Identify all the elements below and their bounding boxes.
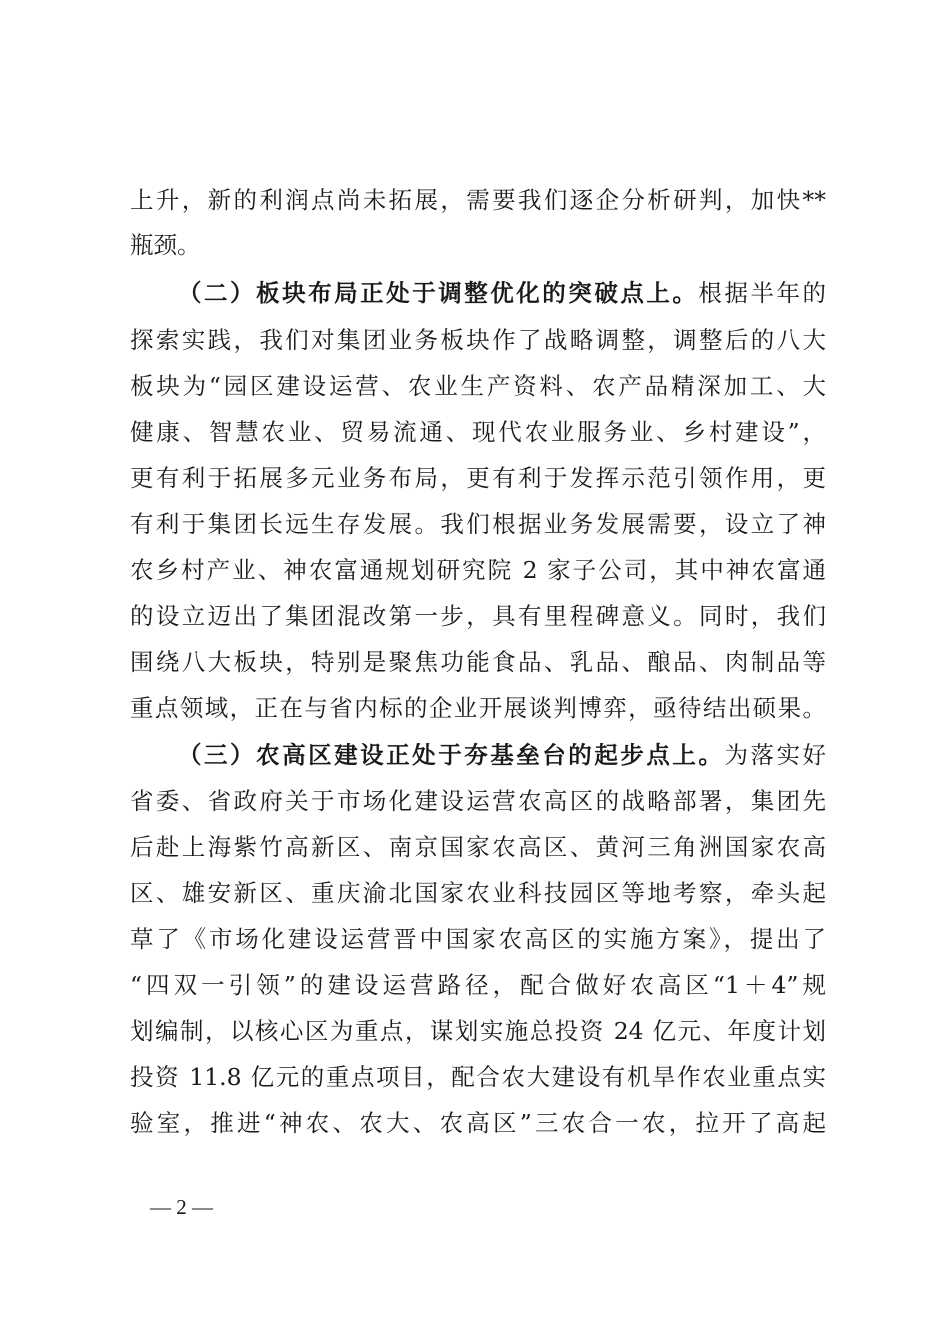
text-line: 围绕八大板块，特别是聚焦功能食品、乳品、酿品、肉制品等 xyxy=(130,648,826,676)
text-line: 重点领域，正在与省内标的企业开展谈判博弈，亟待结出硕果。 xyxy=(130,694,826,722)
paragraph-first-line xyxy=(178,733,826,777)
text-line: 有利于集团长远生存发展。我们根据业务发展需要，设立了神 xyxy=(130,510,826,538)
page-number: — 2 — xyxy=(150,1195,213,1219)
text-line: 后赴上海紫竹高新区、南京国家农高区、黄河三角洲国家农高 xyxy=(130,833,826,861)
text-line: 农乡村产业、神农富通规划研究院 2 家子公司，其中神农富通 xyxy=(130,556,826,584)
text-line: 的设立迈出了集团混改第一步，具有里程碑意义。同时，我们 xyxy=(130,602,826,630)
text-line: “四双一引领”的建设运营路径，配合做好农高区“1＋4”规 xyxy=(130,971,826,999)
text-line: 草了《市场化建设运营晋中国家农高区的实施方案》，提出了 xyxy=(130,925,826,953)
text-span: 根据半年的 xyxy=(698,279,827,307)
text-line: 瓶颈。 xyxy=(130,231,201,259)
text-line: 更有利于拓展多元业务布局，更有利于发挥示范引领作用，更 xyxy=(130,464,826,492)
text-line: 上升，新的利润点尚未拓展，需要我们逐企分析研判，加快** xyxy=(130,186,826,214)
text-line: 健康、智慧农业、贸易流通、现代农业服务业、乡村建设”， xyxy=(130,418,826,446)
text-line: 划编制，以核心区为重点，谋划实施总投资 24 亿元、年度计划 xyxy=(130,1017,826,1045)
text-line: 探索实践，我们对集团业务板块作了战略调整，调整后的八大 xyxy=(130,326,826,354)
section-heading: （二）板块布局正处于调整优化的突破点上。 xyxy=(178,279,699,307)
section-heading: （三）农高区建设正处于夯基垒台的起步点上。 xyxy=(178,741,725,769)
text-span: 为落实好 xyxy=(724,741,826,769)
text-line: 省委、省政府关于市场化建设运营农高区的战略部署，集团先 xyxy=(130,787,826,815)
text-line: 板块为“园区建设运营、农业生产资料、农产品精深加工、大 xyxy=(130,372,826,400)
text-line: 验室，推进“神农、农大、农高区”三农合一农，拉开了高起 xyxy=(130,1109,826,1137)
text-line: 投资 11.8 亿元的重点项目，配合农大建设有机旱作农业重点实 xyxy=(130,1063,826,1091)
paragraph-first-line xyxy=(178,271,826,315)
text-line: 区、雄安新区、重庆渝北国家农业科技园区等地考察，牵头起 xyxy=(130,879,826,907)
